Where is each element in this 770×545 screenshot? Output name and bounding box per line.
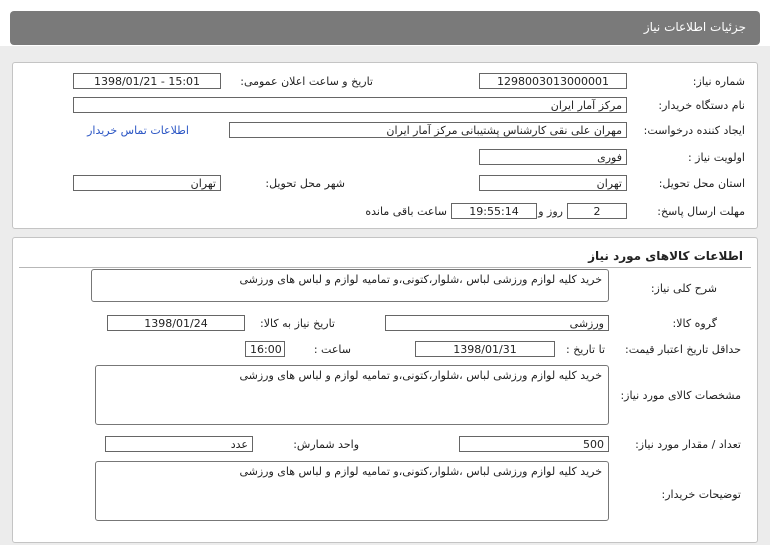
creator-field[interactable]: مهران علی نقی کارشناس پشتیبانی مرکز آمار ایران	[229, 122, 627, 138]
page-title: جزئیات اطلاعات نیاز	[643, 20, 746, 34]
need-date-field[interactable]: 1398/01/24	[107, 315, 245, 331]
unit-label: واحد شمارش:	[293, 438, 359, 451]
unit-field[interactable]: عدد	[105, 436, 253, 452]
summary-label: شرح کلی نیاز:	[650, 282, 717, 295]
buyer-contact-link[interactable]: اطلاعات تماس خریدار	[87, 124, 189, 137]
remaining-time-text: ساعت باقی مانده	[365, 205, 447, 218]
need-info-panel	[12, 62, 758, 229]
quantity-label: تعداد / مقدار مورد نیاز:	[635, 438, 741, 451]
goods-info-panel	[12, 237, 758, 543]
creator-label: ایجاد کننده درخواست:	[643, 124, 745, 137]
goods-group-field[interactable]: ورزشی	[385, 315, 609, 331]
validity-hour-field[interactable]: 16:00	[245, 341, 285, 357]
announce-date-label: تاریخ و ساعت اعلان عمومی:	[240, 75, 373, 88]
priority-field[interactable]: فوری	[479, 149, 627, 165]
header-bar	[10, 11, 760, 45]
page-header	[0, 0, 770, 46]
city-label: شهر محل تحویل:	[265, 177, 345, 190]
validity-hour-label: ساعت :	[313, 343, 351, 356]
quantity-field[interactable]: 500	[459, 436, 609, 452]
need-number-field[interactable]: 1298003013000001	[479, 73, 627, 89]
price-validity-label: حداقل تاریخ اعتبار قیمت:	[625, 343, 741, 356]
province-field[interactable]: تهران	[479, 175, 627, 191]
specs-field[interactable]: خرید کلیه لوازم ورزشی لباس ،شلوار،کتونی،و تمامیه لوازم و لباس های ورزشی	[95, 365, 609, 425]
buyer-org-label: نام دستگاه خریدار:	[658, 99, 745, 112]
section-divider	[19, 267, 751, 268]
deadline-days-field[interactable]: 2	[567, 203, 627, 219]
deadline-time-field[interactable]: 19:55:14	[451, 203, 537, 219]
deadline-label: مهلت ارسال پاسخ:	[657, 205, 745, 218]
buyer-notes-label: توضیحات خریدار:	[661, 488, 741, 501]
need-date-label: تاریخ نیاز به کالا:	[260, 317, 335, 330]
announce-date-field[interactable]: 1398/01/21 - 15:01	[73, 73, 221, 89]
specs-label: مشخصات کالای مورد نیاز:	[620, 389, 741, 402]
goods-section-title: اطلاعات کالاهای مورد نیاز	[588, 249, 743, 263]
until-date-field[interactable]: 1398/01/31	[415, 341, 555, 357]
summary-field[interactable]: خرید کلیه لوازم ورزشی لباس ،شلوار،کتونی،و تمامیه لوازم و لباس های ورزشی	[91, 269, 609, 302]
city-field[interactable]: تهران	[73, 175, 221, 191]
buyer-notes-field[interactable]: خرید کلیه لوازم ورزشی لباس ،شلوار،کتونی،و تمامیه لوازم و لباس های ورزشی	[95, 461, 609, 521]
buyer-org-field[interactable]: مرکز آمار ایران	[73, 97, 627, 113]
province-label: استان محل تحویل:	[658, 177, 745, 190]
priority-label: اولویت نیاز :	[687, 151, 745, 164]
need-number-label: شماره نیاز:	[692, 75, 745, 88]
goods-group-label: گروه کالا:	[672, 317, 717, 330]
until-date-label: تا تاریخ :	[566, 343, 605, 356]
days-unit-text: روز و	[538, 205, 563, 218]
